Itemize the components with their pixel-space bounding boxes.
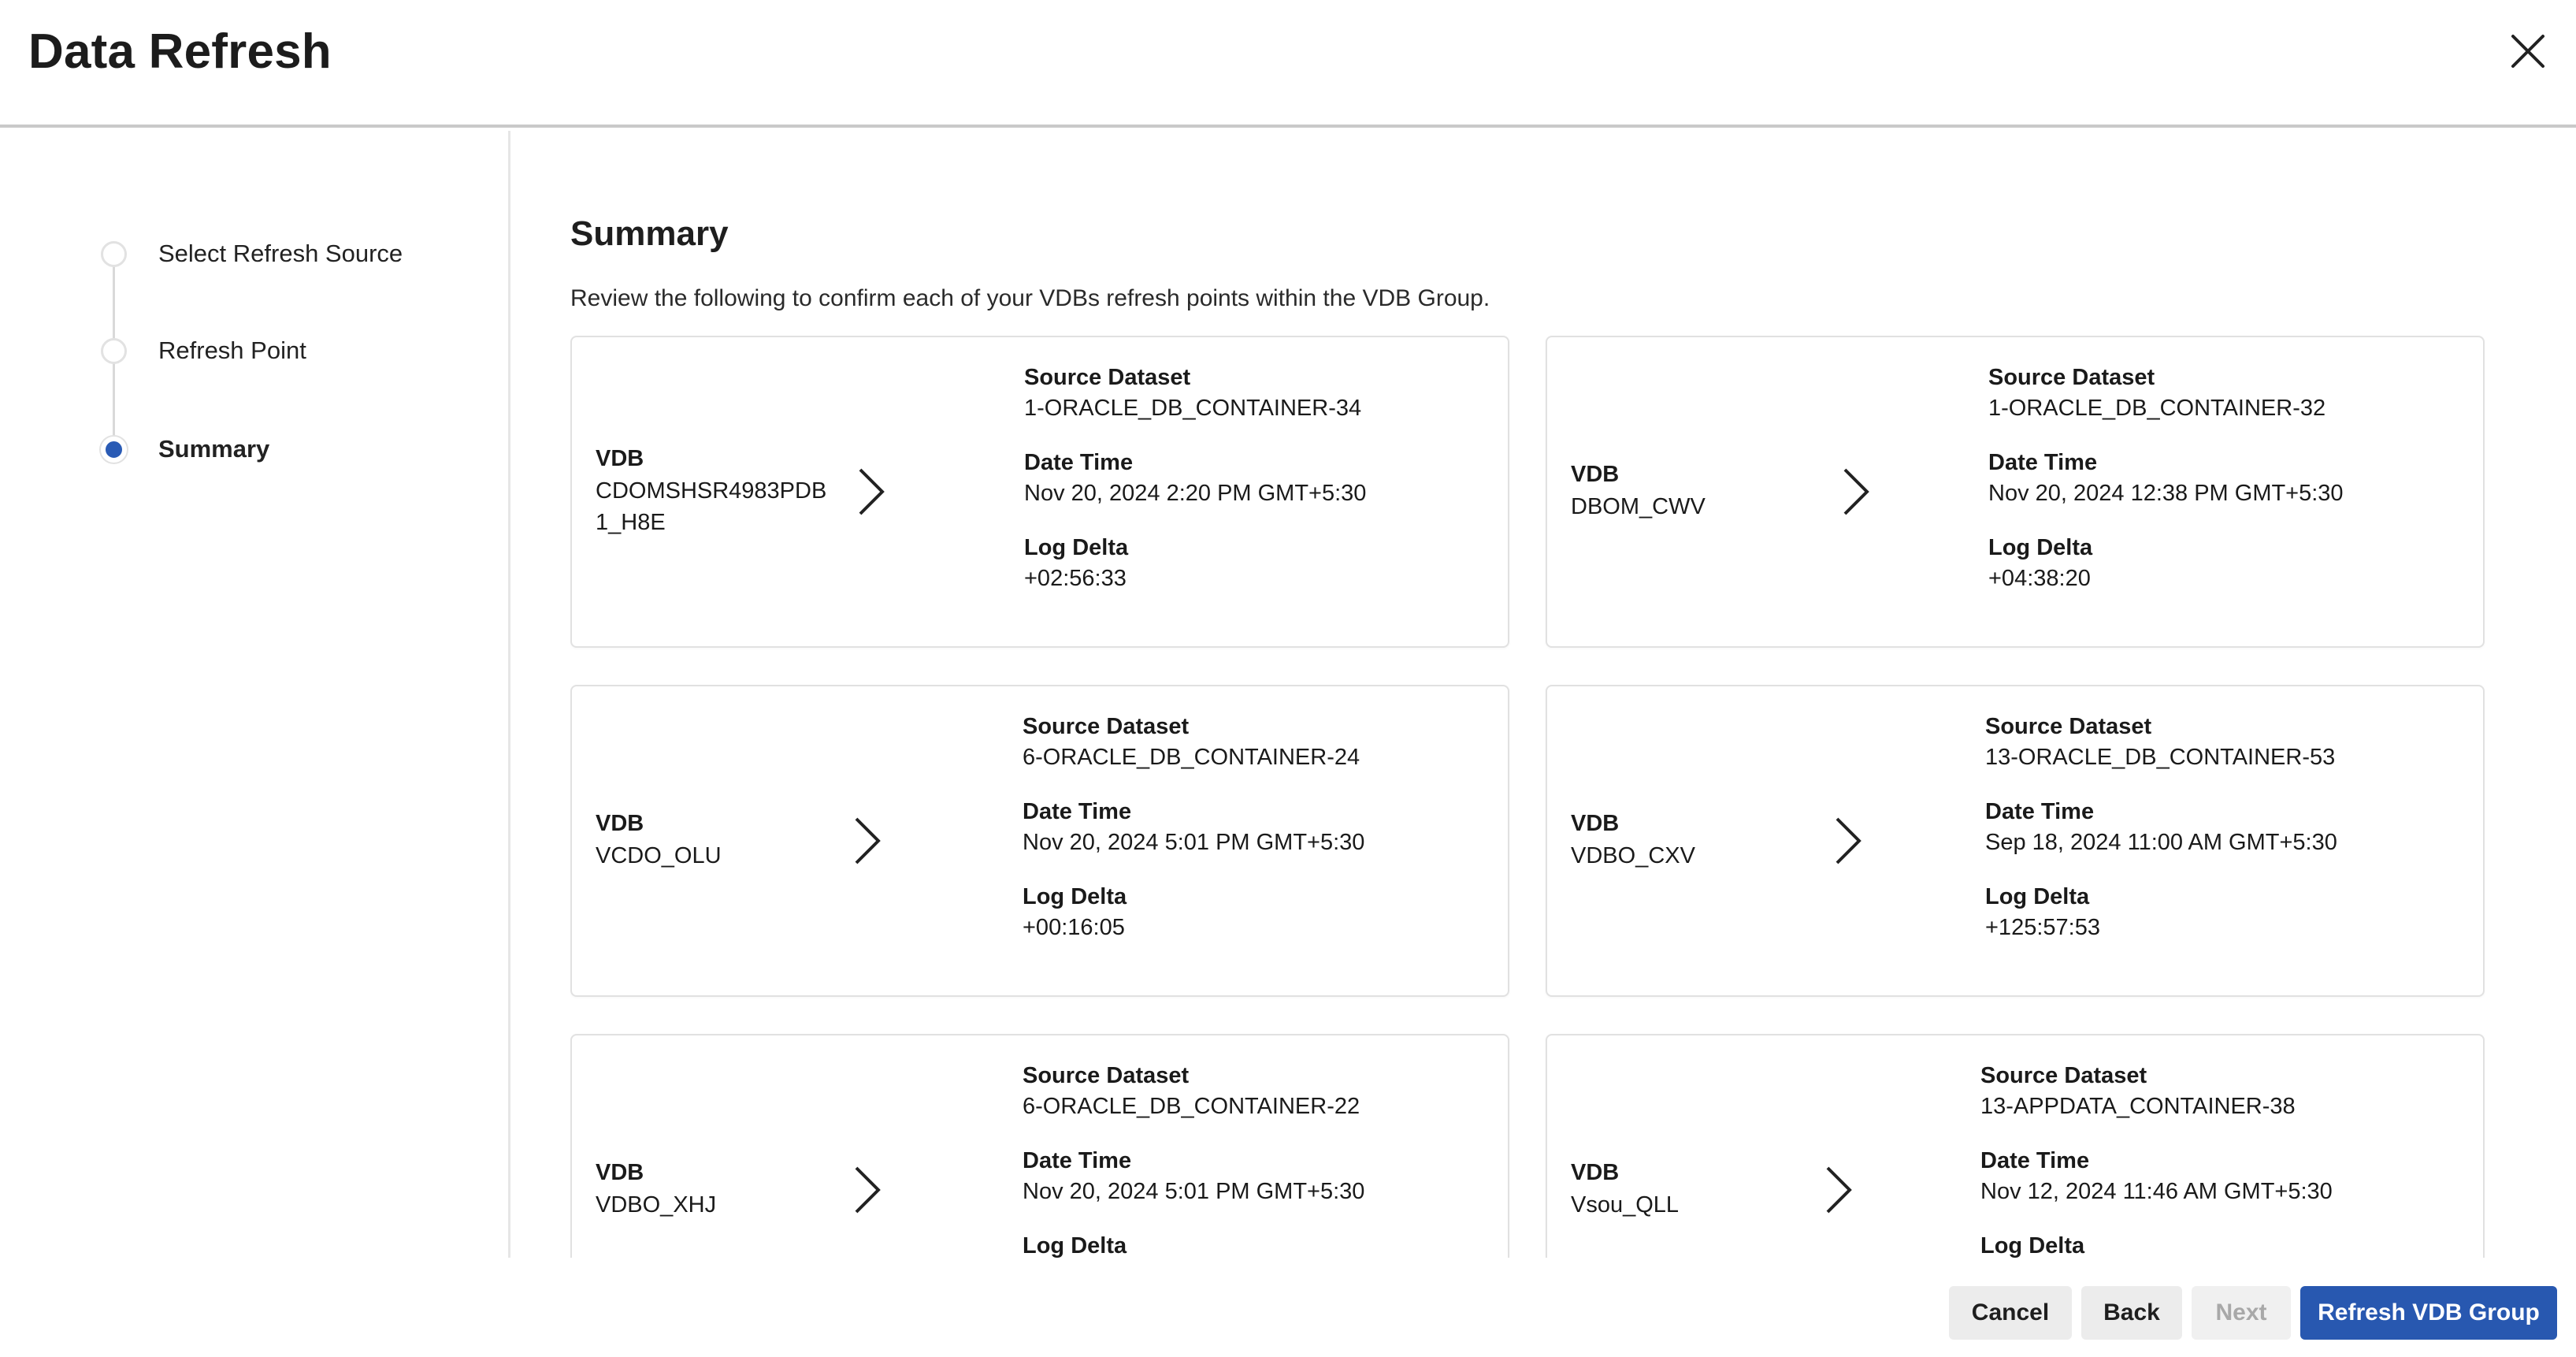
source-dataset-label: Source Dataset <box>1980 1063 2147 1088</box>
date-time-value: Nov 20, 2024 5:01 PM GMT+5:30 <box>1023 830 1365 855</box>
vdb-label: VDB <box>596 1159 644 1185</box>
vdb-name: VCDO_OLU <box>596 842 722 868</box>
vdb-label: VDB <box>1571 810 1620 836</box>
source-dataset-value: 1-ORACLE_DB_CONTAINER-32 <box>1988 396 2326 421</box>
chevron-right-icon <box>1823 1165 1854 1215</box>
chevron-right-icon <box>856 467 887 517</box>
step-label: Summary <box>158 435 270 463</box>
vdb-label: VDB <box>1571 1159 1620 1185</box>
source-dataset-label: Source Dataset <box>1988 365 2155 390</box>
log-delta-label: Log Delta <box>1980 1233 2085 1258</box>
step-summary[interactable] <box>101 426 269 473</box>
refresh-details <box>1988 362 2344 618</box>
source-dataset-value: 13-APPDATA_CONTAINER-38 <box>1980 1094 2296 1119</box>
step-indicator-active <box>101 437 127 463</box>
step-select-refresh-source[interactable] <box>101 230 403 277</box>
log-delta-label: Log Delta <box>1024 535 1129 560</box>
summary-panel <box>570 131 2485 1258</box>
refresh-details <box>1980 1061 2333 1258</box>
log-delta-label: Log Delta <box>1023 1233 1127 1258</box>
date-time-value: Sep 18, 2024 11:00 AM GMT+5:30 <box>1985 830 2337 855</box>
source-dataset-value: 6-ORACLE_DB_CONTAINER-22 <box>1023 1094 1360 1119</box>
date-time-label: Date Time <box>1988 450 2098 475</box>
source-dataset-label: Source Dataset <box>1985 714 2152 739</box>
back-button[interactable]: Back <box>2081 1286 2182 1340</box>
dialog-header <box>0 0 2576 128</box>
chevron-right-icon <box>1832 816 1864 866</box>
chevron-right-icon <box>852 1165 883 1215</box>
refresh-details <box>1024 362 1366 618</box>
vdb-label: VDB <box>596 810 644 836</box>
source-dataset-value: 1-ORACLE_DB_CONTAINER-34 <box>1024 396 1362 421</box>
log-delta-label: Log Delta <box>1023 884 1127 909</box>
step-indicator <box>101 241 127 267</box>
vdb-refresh-card <box>1546 685 2485 997</box>
step-label: Select Refresh Source <box>158 240 403 267</box>
date-time-value: Nov 12, 2024 11:46 AM GMT+5:30 <box>1980 1179 2333 1204</box>
date-time-label: Date Time <box>1980 1148 2090 1173</box>
log-delta-value: +04:38:20 <box>1988 566 2091 591</box>
source-dataset-value: 13-ORACLE_DB_CONTAINER-53 <box>1985 745 2336 770</box>
cancel-button[interactable]: Cancel <box>1949 1286 2072 1340</box>
date-time-label: Date Time <box>1985 799 2095 824</box>
refresh-details <box>1985 712 2337 967</box>
date-time-value: Nov 20, 2024 2:20 PM GMT+5:30 <box>1024 481 1367 506</box>
source-dataset-label: Source Dataset <box>1023 1063 1190 1088</box>
source-dataset-label: Source Dataset <box>1024 365 1191 390</box>
vdb-block <box>596 686 832 995</box>
close-icon[interactable] <box>2508 32 2548 71</box>
vdb-block <box>1571 337 1807 646</box>
source-dataset-label: Source Dataset <box>1023 714 1190 739</box>
dialog-title: Data Refresh <box>28 24 332 79</box>
refresh-vdb-group-button[interactable]: Refresh VDB Group <box>2300 1286 2557 1340</box>
step-label: Refresh Point <box>158 336 306 364</box>
date-time-value: Nov 20, 2024 12:38 PM GMT+5:30 <box>1988 481 2344 506</box>
vdb-refresh-card <box>570 1034 1509 1258</box>
chevron-right-icon <box>1840 467 1872 517</box>
vdb-refresh-card <box>570 685 1509 997</box>
vdb-refresh-card <box>1546 1034 2485 1258</box>
chevron-right-icon <box>852 816 883 866</box>
step-refresh-point[interactable] <box>101 327 306 374</box>
dialog-footer <box>0 1258 2576 1357</box>
date-time-label: Date Time <box>1024 450 1134 475</box>
log-delta-label: Log Delta <box>1985 884 2090 909</box>
vdb-name: VDBO_XHJ <box>596 1192 717 1218</box>
vdb-block <box>596 337 832 646</box>
log-delta-value: +02:56:33 <box>1024 566 1127 591</box>
vdb-label: VDB <box>596 445 644 471</box>
summary-description: Review the following to confirm each of your VDBs refresh points within the VDB Group. <box>570 285 1490 311</box>
vdb-block <box>596 1035 832 1258</box>
vdb-refresh-card <box>570 336 1509 648</box>
vdb-block <box>1571 1035 1807 1258</box>
vdb-name: VDBO_CXV <box>1571 842 1695 868</box>
refresh-details <box>1023 1061 1364 1258</box>
wizard-stepper <box>0 131 510 1258</box>
vdb-name: DBOM_CWV <box>1571 493 1706 519</box>
vdb-refresh-card <box>1546 336 2485 648</box>
date-time-label: Date Time <box>1023 799 1132 824</box>
next-button[interactable]: Next <box>2192 1286 2291 1340</box>
date-time-label: Date Time <box>1023 1148 1132 1173</box>
source-dataset-value: 6-ORACLE_DB_CONTAINER-24 <box>1023 745 1360 770</box>
step-indicator <box>101 338 127 364</box>
log-delta-label: Log Delta <box>1988 535 2093 560</box>
log-delta-value: +125:57:53 <box>1985 915 2100 940</box>
refresh-details <box>1023 712 1364 967</box>
date-time-value: Nov 20, 2024 5:01 PM GMT+5:30 <box>1023 1179 1365 1204</box>
vdb-label: VDB <box>1571 461 1620 487</box>
vdb-name: Vsou_QLL <box>1571 1192 1680 1218</box>
vdb-name: CDOMSHSR4983PDB1_H8E <box>596 478 827 535</box>
vdb-block <box>1571 686 1807 995</box>
summary-heading: Summary <box>570 214 729 253</box>
log-delta-value: +00:16:05 <box>1023 915 1125 940</box>
